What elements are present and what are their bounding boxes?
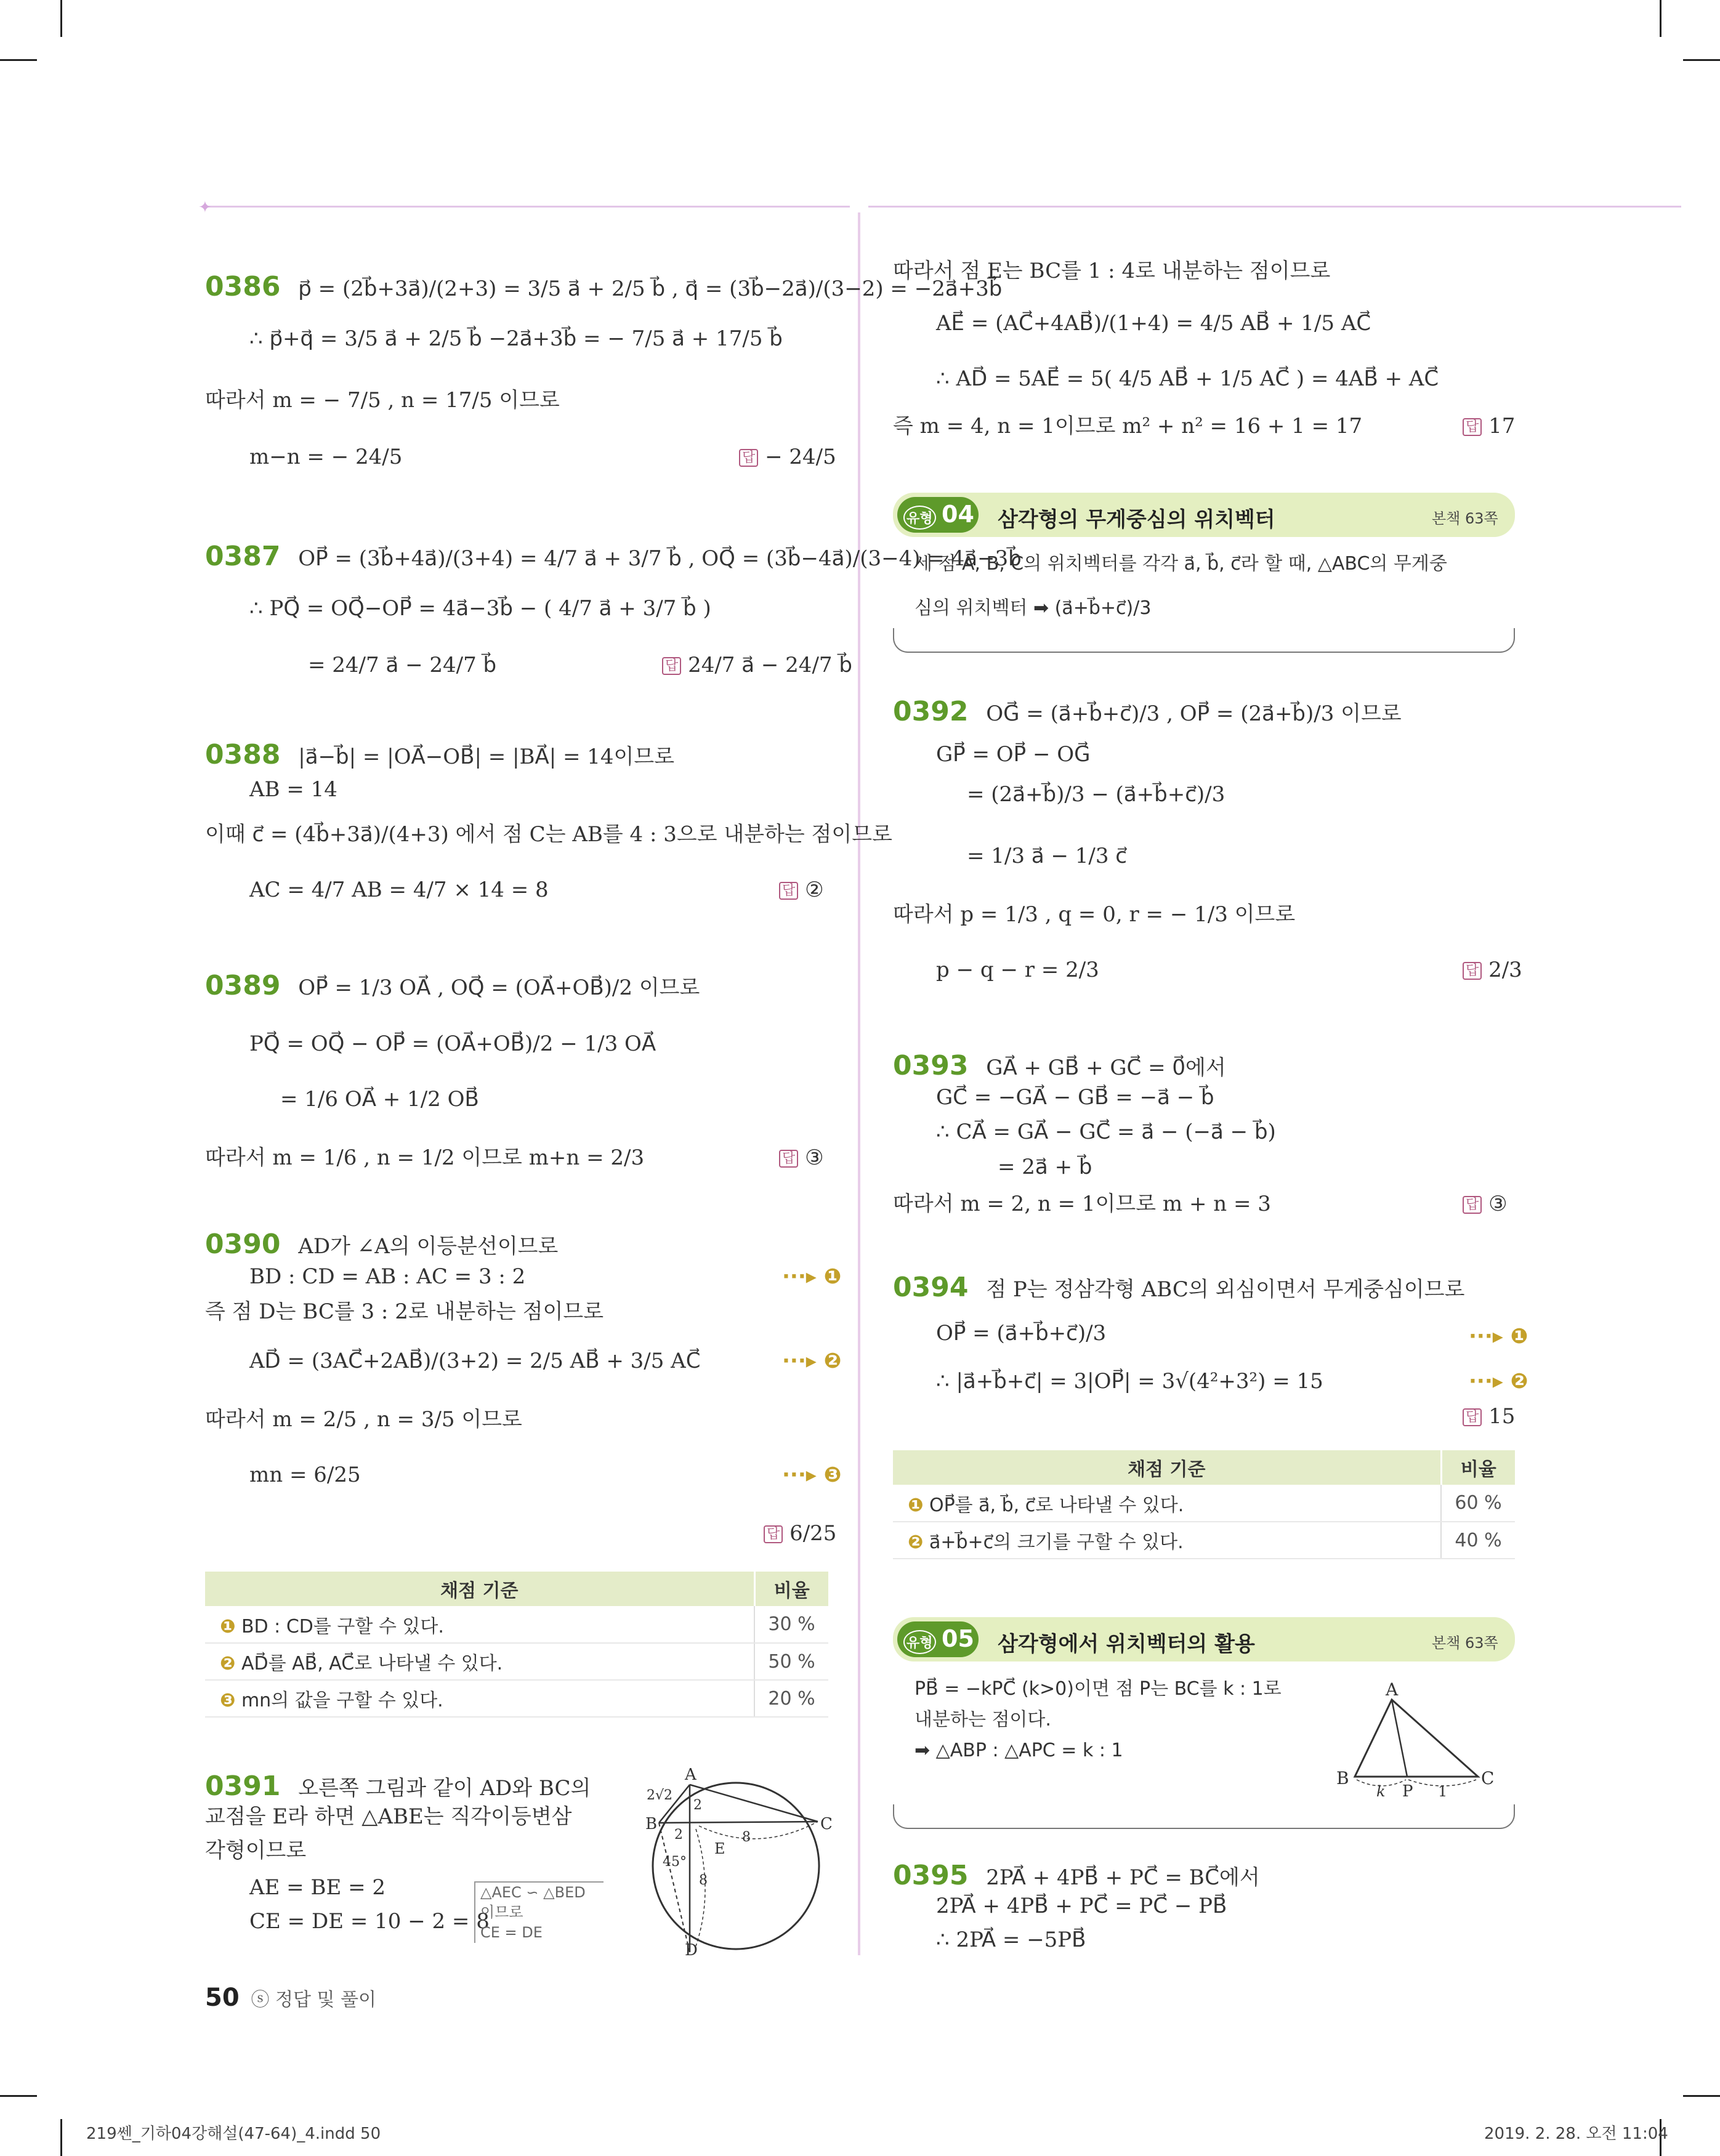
problem-number: 0388 — [205, 739, 281, 770]
solution-line: 2PA⃗ + 4PB⃗ + PC⃗ = PC⃗ − PB⃗ — [936, 1894, 1227, 1918]
footer-file: 219쎈_기하04강해설(47-64)_4.indd 50 — [86, 2125, 381, 2143]
solution-line: ∴ CA⃗ = GA⃗ − GC⃗ = a⃗ − (−a⃗ − b⃗) — [936, 1120, 1276, 1144]
solution-line: = 1/3 a⃗ − 1/3 c⃗ — [967, 844, 1127, 868]
solution-line: = 1/6 OA⃗ + 1/2 OB⃗ — [280, 1087, 479, 1112]
type-04-header — [893, 493, 1515, 537]
label-8: 8 — [742, 1830, 751, 1845]
problem-number: 0391 — [205, 1770, 281, 1802]
star-ornament: ✦ — [198, 198, 212, 217]
type-description: 심의 위치벡터 ➡ (a⃗+b⃗+c⃗)/3 — [915, 597, 1152, 619]
table-header: 채점 기준 — [893, 1450, 1441, 1485]
segment-ac — [690, 1785, 818, 1822]
solution-line: 오른쪽 그림과 같이 AD와 BC의 — [298, 1776, 591, 1801]
page-reference: 본책 63쪽 — [1432, 1634, 1498, 1652]
problem-number: 0394 — [893, 1272, 969, 1303]
answer-icon: 답 — [739, 449, 758, 467]
label-2: 2 — [674, 1827, 683, 1843]
problem-0391 — [205, 1770, 591, 1803]
solution-line: 즉 m = 4, n = 1이므로 m² + n² = 16 + 1 = 17 — [893, 414, 1363, 438]
side-note — [474, 1881, 604, 1943]
label-a: A — [1386, 1679, 1399, 1700]
label-45deg: 45° — [663, 1854, 687, 1870]
solution-line: p⃗ = (2b⃗+3a⃗)/(2+3) = 3/5 a⃗ + 2/5 b⃗ , q⃗ = (3b⃗−2a⃗)/(3−2) = −2a⃗+3b⃗ — [298, 277, 1003, 301]
solution-line: GA⃗ + GB⃗ + GC⃗ = 0⃗에서 — [986, 1056, 1226, 1080]
step-marker: ···▸ ❸ — [782, 1463, 842, 1487]
column-separator — [858, 212, 860, 1955]
label-1: 1 — [1438, 1783, 1448, 1800]
answer-icon: 답 — [779, 1150, 798, 1168]
problem-0386 — [205, 271, 1002, 304]
answer-value: 17 — [1488, 414, 1516, 438]
solution-line: ∴ PQ⃗ = OQ⃗−OP⃗ = 4a⃗−3b⃗ − ( 4/7 a⃗ + 3/7 b⃗ ) — [249, 596, 711, 621]
type-04-box — [893, 628, 1515, 653]
table-row: ❸ mn의 값을 구할 수 있다. 20 % — [205, 1680, 828, 1717]
problem-0395 — [893, 1860, 1260, 1892]
step-marker: ···▸ ❷ — [1469, 1369, 1528, 1394]
problem-number: 0389 — [205, 970, 281, 1001]
problem-number: 0387 — [205, 541, 281, 572]
answer-0391 — [1463, 414, 1515, 439]
solution-line: CE = DE = 10 − 2 = 8 — [249, 1909, 490, 1934]
solution-line: = 2a⃗ + b⃗ — [998, 1155, 1092, 1179]
solution-line: ∴ 2PA⃗ = −5PB⃗ — [936, 1928, 1086, 1952]
answer-0394 — [1463, 1404, 1515, 1429]
table-row: ❶ OP⃗를 a⃗, b⃗, c⃗로 나타낼 수 있다. 60 % — [893, 1485, 1515, 1522]
answer-value: 2/3 — [1488, 958, 1522, 982]
solution-line: 각형이므로 — [205, 1838, 307, 1863]
solution-line: BD : CD = AB : AC = 3 : 2 — [249, 1264, 526, 1289]
solution-line: 이때 c⃗ = (4b⃗+3a⃗)/(4+3) 에서 점 C는 AB를 4 : 3으로 내분하는 점이므로 — [205, 822, 892, 847]
step-marker: ···▸ ❶ — [1469, 1324, 1528, 1349]
solution-line: |a⃗−b⃗| = |OA⃗−OB⃗| = |BA⃗| = 14이므로 — [298, 745, 675, 769]
answer-0389 — [779, 1145, 824, 1171]
label-8: 8 — [699, 1873, 708, 1888]
crop-mark — [0, 2095, 37, 2097]
top-rule-right — [868, 206, 1681, 208]
footer-date: 2019. 2. 28. 오전 11:04 — [1484, 2125, 1668, 2143]
solution-line: 따라서 p = 1/3 , q = 0, r = − 1/3 이므로 — [893, 902, 1296, 927]
solution-line: AE⃗ = (AC⃗+4AB⃗)/(1+4) = 4/5 AB⃗ + 1/5 AC⃗ — [936, 311, 1371, 336]
crop-mark — [0, 59, 37, 61]
problem-0392 — [893, 696, 1402, 729]
answer-icon: 답 — [764, 1525, 783, 1543]
answer-value: 6/25 — [789, 1521, 837, 1546]
solution-line: 2PA⃗ + 4PB⃗ + PC⃗ = BC⃗에서 — [986, 1865, 1260, 1890]
answer-icon: 답 — [1463, 962, 1482, 980]
answer-0387 — [662, 653, 852, 678]
triangle-abc — [1355, 1700, 1478, 1777]
circle-figure — [640, 1767, 838, 1958]
solution-line: 따라서 m = 1/6 , n = 1/2 이므로 m+n = 2/3 — [205, 1145, 645, 1170]
label-e: E — [714, 1840, 725, 1857]
note-line: △AEC ∽ △BED — [480, 1884, 586, 1901]
solution-line: p − q − r = 2/3 — [936, 958, 1099, 982]
problem-number: 0390 — [205, 1229, 281, 1260]
solution-line: GP⃗ = OP⃗ − OG⃗ — [936, 742, 1091, 767]
solution-line: 따라서 m = 2/5 , n = 3/5 이므로 — [205, 1407, 522, 1432]
answer-value: ③ — [1488, 1192, 1508, 1216]
label-a: A — [685, 1767, 696, 1784]
type-badge: 유형 04 — [897, 497, 979, 533]
solution-line: 즉 점 D는 BC를 3 : 2로 내분하는 점이므로 — [205, 1299, 604, 1324]
page-number: 50 — [205, 1984, 240, 2012]
page-reference: 본책 63쪽 — [1432, 510, 1498, 527]
label-2: 2 — [693, 1798, 702, 1813]
solution-line: AD⃗ = (3AC⃗+2AB⃗)/(3+2) = 2/5 AB⃗ + 3/5 AC⃗ — [249, 1349, 701, 1373]
problem-0390 — [205, 1229, 558, 1261]
problem-number: 0392 — [893, 696, 969, 727]
solution-line: = (2a⃗+b⃗)/3 − (a⃗+b⃗+c⃗)/3 — [967, 782, 1225, 807]
type-05-box — [893, 1804, 1515, 1829]
label-p: P — [1402, 1782, 1413, 1801]
scoring-table-left — [205, 1572, 828, 1718]
solution-line: GC⃗ = −GA⃗ − GB⃗ = −a⃗ − b⃗ — [936, 1085, 1214, 1110]
problem-0388 — [205, 739, 674, 772]
solution-line: AC = 4/7 AB = 4/7 × 14 = 8 — [249, 878, 549, 902]
solution-line: ∴ |a⃗+b⃗+c⃗| = 3|OP⃗| = 3√(4²+3²) = 15 — [936, 1369, 1323, 1394]
step-marker: ···▸ ❷ — [782, 1349, 842, 1373]
table-header: 비율 — [1441, 1450, 1515, 1485]
answer-0386 — [739, 445, 836, 470]
answer-0390 — [764, 1521, 836, 1546]
label-2r2: 2√2 — [647, 1788, 673, 1803]
solution-line: 교점을 E라 하면 △ABE는 직각이등변삼 — [205, 1804, 572, 1829]
problem-0393 — [893, 1050, 1226, 1083]
step-marker: ···▸ ❶ — [782, 1264, 842, 1289]
answer-value: − 24/5 — [765, 445, 836, 469]
type-description: 세 점 A, B, C의 위치벡터를 각각 a⃗, b⃗, c⃗라 할 때, △ABC의 무게중 — [915, 553, 1447, 575]
solution-line: m−n = − 24/5 — [249, 445, 403, 469]
answer-0388 — [779, 878, 824, 903]
solution-line: 따라서 m = 2, n = 1이므로 m + n = 3 — [893, 1192, 1271, 1216]
answer-icon: 답 — [779, 882, 798, 900]
table-row: ❷ AD⃗를 AB⃗, AC⃗로 나타낼 수 있다. 50 % — [205, 1643, 828, 1680]
solution-line: = 24/7 a⃗ − 24/7 b⃗ — [308, 653, 497, 677]
page-footer — [205, 1983, 376, 2013]
solution-line: OP⃗ = (3b⃗+4a⃗)/(3+4) = 4/7 a⃗ + 3/7 b⃗ , OQ⃗ = (3b⃗−4a⃗)/(3−4) = 4a⃗−3b⃗ — [298, 546, 1022, 571]
solution-line: OP⃗ = (a⃗+b⃗+c⃗)/3 — [936, 1321, 1107, 1346]
label-b: B — [645, 1815, 658, 1833]
answer-0392 — [1463, 958, 1522, 983]
label-c: C — [1481, 1768, 1495, 1788]
solution-line: 점 P는 정삼각형 ABC의 외심이면서 무게중심이므로 — [986, 1277, 1465, 1302]
crop-mark — [60, 0, 62, 37]
label-k: k — [1376, 1783, 1386, 1800]
table-row: ❶ BD : CD를 구할 수 있다. 30 % — [205, 1606, 828, 1643]
answer-icon: 답 — [1463, 1408, 1482, 1426]
solution-line: OG⃗ = (a⃗+b⃗+c⃗)/3 , OP⃗ = (2a⃗+b⃗)/3 이므로 — [986, 701, 1402, 726]
type-title: 삼각형에서 위치벡터의 활용 — [998, 1632, 1255, 1657]
solution-line: PQ⃗ = OQ⃗ − OP⃗ = (OA⃗+OB⃗)/2 − 1/3 OA⃗ — [249, 1032, 656, 1056]
answer-0393 — [1463, 1192, 1508, 1217]
answer-value: ③ — [805, 1145, 824, 1170]
segment-bc — [659, 1822, 818, 1823]
problem-0394 — [893, 1272, 1464, 1304]
crop-mark — [1683, 59, 1720, 61]
label-d: D — [685, 1941, 698, 1958]
arc-8 — [699, 1822, 818, 1839]
crop-mark — [60, 2119, 62, 2156]
problem-number: 0386 — [205, 271, 281, 302]
note-line: 이므로 — [480, 1904, 523, 1921]
problem-0389 — [205, 970, 700, 1003]
triangle-figure — [1333, 1678, 1500, 1801]
page-book-label: ⓢ 정답 및 풀이 — [251, 1989, 377, 2011]
solution-line: AD가 ∠A의 이등분선이므로 — [298, 1234, 559, 1259]
type-05-header — [893, 1617, 1515, 1661]
solution-line: 따라서 점 E는 BC를 1 : 4로 내분하는 점이므로 — [893, 259, 1331, 283]
solution-line: 따라서 m = − 7/5 , n = 17/5 이므로 — [205, 388, 560, 413]
table-row: ❷ a⃗+b⃗+c⃗의 크기를 구할 수 있다. 40 % — [893, 1522, 1515, 1559]
type-description: 내분하는 점이다. — [915, 1709, 1051, 1730]
crop-mark — [1660, 0, 1661, 37]
label-b: B — [1336, 1768, 1349, 1788]
type-description: ➡ △ABP : △APC = k : 1 — [915, 1740, 1123, 1761]
solution-line: mn = 6/25 — [249, 1463, 361, 1487]
solution-line: AB = 14 — [249, 777, 337, 802]
label-c: C — [820, 1815, 833, 1833]
solution-line: ∴ AD⃗ = 5AE⃗ = 5( 4/5 AB⃗ + 1/5 AC⃗ ) = 4AB⃗ + AC⃗ — [936, 366, 1439, 391]
note-line: CE = DE — [480, 1923, 543, 1941]
solution-line: OP⃗ = 1/3 OA⃗ , OQ⃗ = (OA⃗+OB⃗)/2 이므로 — [298, 975, 700, 1000]
answer-icon: 답 — [1463, 418, 1482, 436]
answer-icon: 답 — [1463, 1196, 1482, 1214]
problem-number: 0393 — [893, 1050, 969, 1081]
answer-value: ② — [805, 878, 824, 902]
solution-line: ∴ p⃗+q⃗ = 3/5 a⃗ + 2/5 b⃗ −2a⃗+3b⃗ = − 7/5 a⃗ + 17/5 b⃗ — [249, 326, 783, 351]
top-rule-left — [203, 206, 850, 208]
table-header: 비율 — [754, 1572, 828, 1606]
table-header: 채점 기준 — [205, 1572, 754, 1606]
crop-mark — [1683, 2095, 1720, 2097]
type-title: 삼각형의 무게중심의 위치벡터 — [998, 507, 1275, 532]
type-badge: 유형 05 — [897, 1621, 979, 1657]
answer-value: 15 — [1488, 1404, 1516, 1429]
problem-0387 — [205, 541, 1022, 573]
answer-value: 24/7 a⃗ − 24/7 b⃗ — [688, 653, 852, 677]
problem-number: 0395 — [893, 1860, 969, 1891]
type-description: PB⃗ = −kPC⃗ (k>0)이면 점 P는 BC를 k : 1로 — [915, 1678, 1282, 1700]
solution-line: AE = BE = 2 — [249, 1875, 386, 1900]
scoring-table-right — [893, 1450, 1515, 1559]
answer-icon: 답 — [662, 657, 681, 675]
